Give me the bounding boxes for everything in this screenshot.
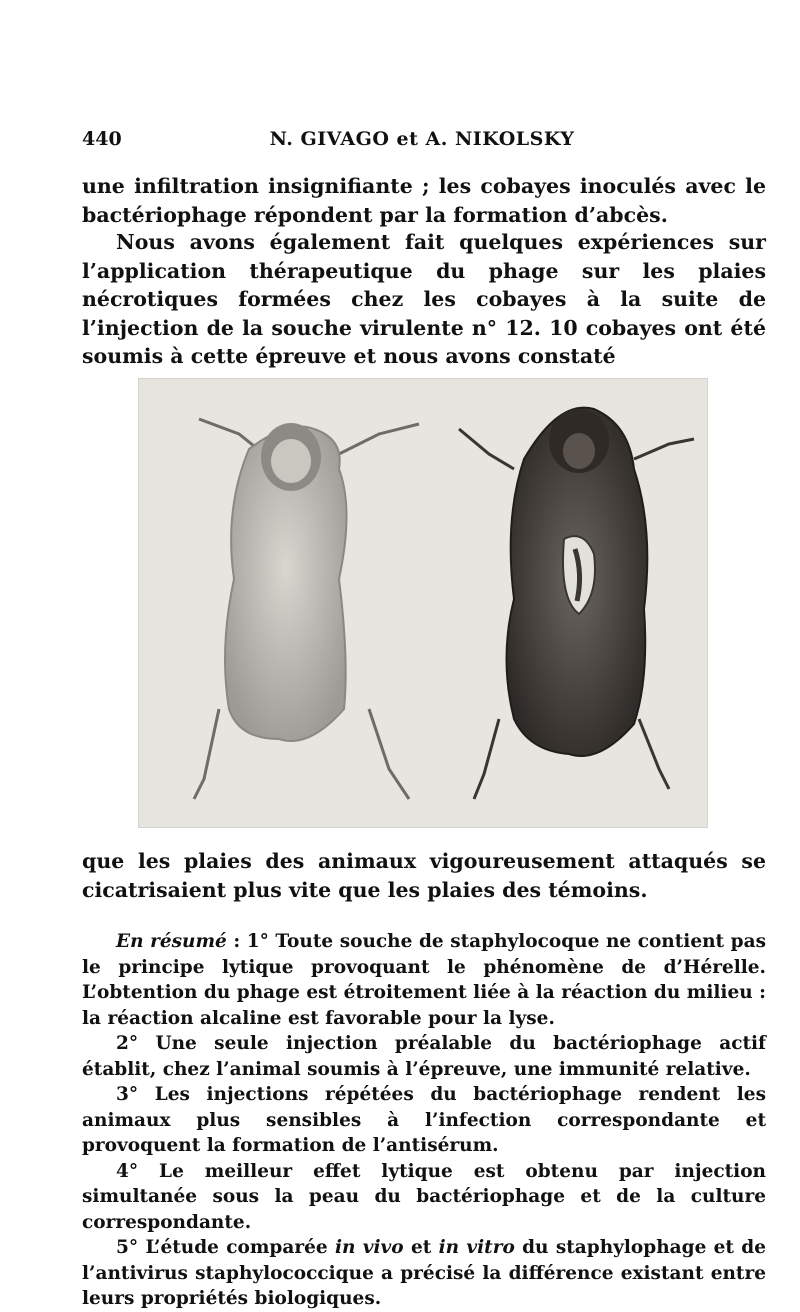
- summary-point-5-and: et: [403, 1237, 439, 1258]
- paragraph-experiments: Nous avons également fait quelques expériences sur l’application thérapeutique du phage sur les plaies nécrotiques formées chez les cobayes à la suite de l’injection de la souche virulente n° 12. 10 cobayes ont été soumis à cette épreuve et nous avons constaté: [82, 230, 766, 368]
- page-number: 440: [82, 128, 122, 150]
- summary-lead: En résumé: [116, 931, 227, 952]
- photograph-of-two-guinea-pigs-icon: [139, 379, 708, 828]
- paragraph-continuation: une infiltration insignifiante ; les cobayes inoculés avec le bactériophage répondent par la formation d’abcès.: [82, 174, 766, 227]
- summary-point-5-start: 5° L’étude comparée: [116, 1237, 335, 1258]
- summary-point-2: 2° Une seule injection préalable du bactériophage actif établit, chez l’animal soumis à l’épreuve, une immunité relative.: [82, 1033, 766, 1080]
- summary-section: [82, 929, 766, 1312]
- running-head: N. GIVAGO et A. NIKOLSKY: [269, 128, 575, 150]
- summary-in-vitro: in vitro: [438, 1237, 515, 1258]
- summary-point-5-end: du staphylophage et de l’antivirus staphylococcique a précisé la différence existant entre leurs propriétés biologiques.: [82, 1237, 767, 1309]
- paragraph-conclusion: que les plaies des animaux vigoureusement attaqués se cicatrisaient plus vite que les plaies des témoins.: [82, 849, 766, 902]
- summary-in-vivo: in vivo: [334, 1237, 404, 1258]
- summary-point-5: [82, 1235, 766, 1312]
- summary-point-3: 3° Les injections répétées du bactériophage rendent les animaux plus sensibles à l’infection correspondante et provoquent la formation de l’antisérum.: [82, 1084, 766, 1156]
- summary-point-4: 4° Le meilleur effet lytique est obtenu par injection simultanée sous la peau du bactériophage et de la culture correspondante.: [82, 1160, 766, 1233]
- summary-point-1-text: : 1° Toute souche de staphylocoque ne contient pas le principe lytique provoquant le phénomène de d’Hérelle. L’obtention du phage est étroitement liée à la réaction du milieu : la réaction alcaline est favorable pour la lyse.: [82, 931, 766, 1029]
- guinea-pig-photograph: [138, 378, 708, 828]
- page-header: [82, 128, 762, 158]
- summary-point-1: [82, 929, 766, 1031]
